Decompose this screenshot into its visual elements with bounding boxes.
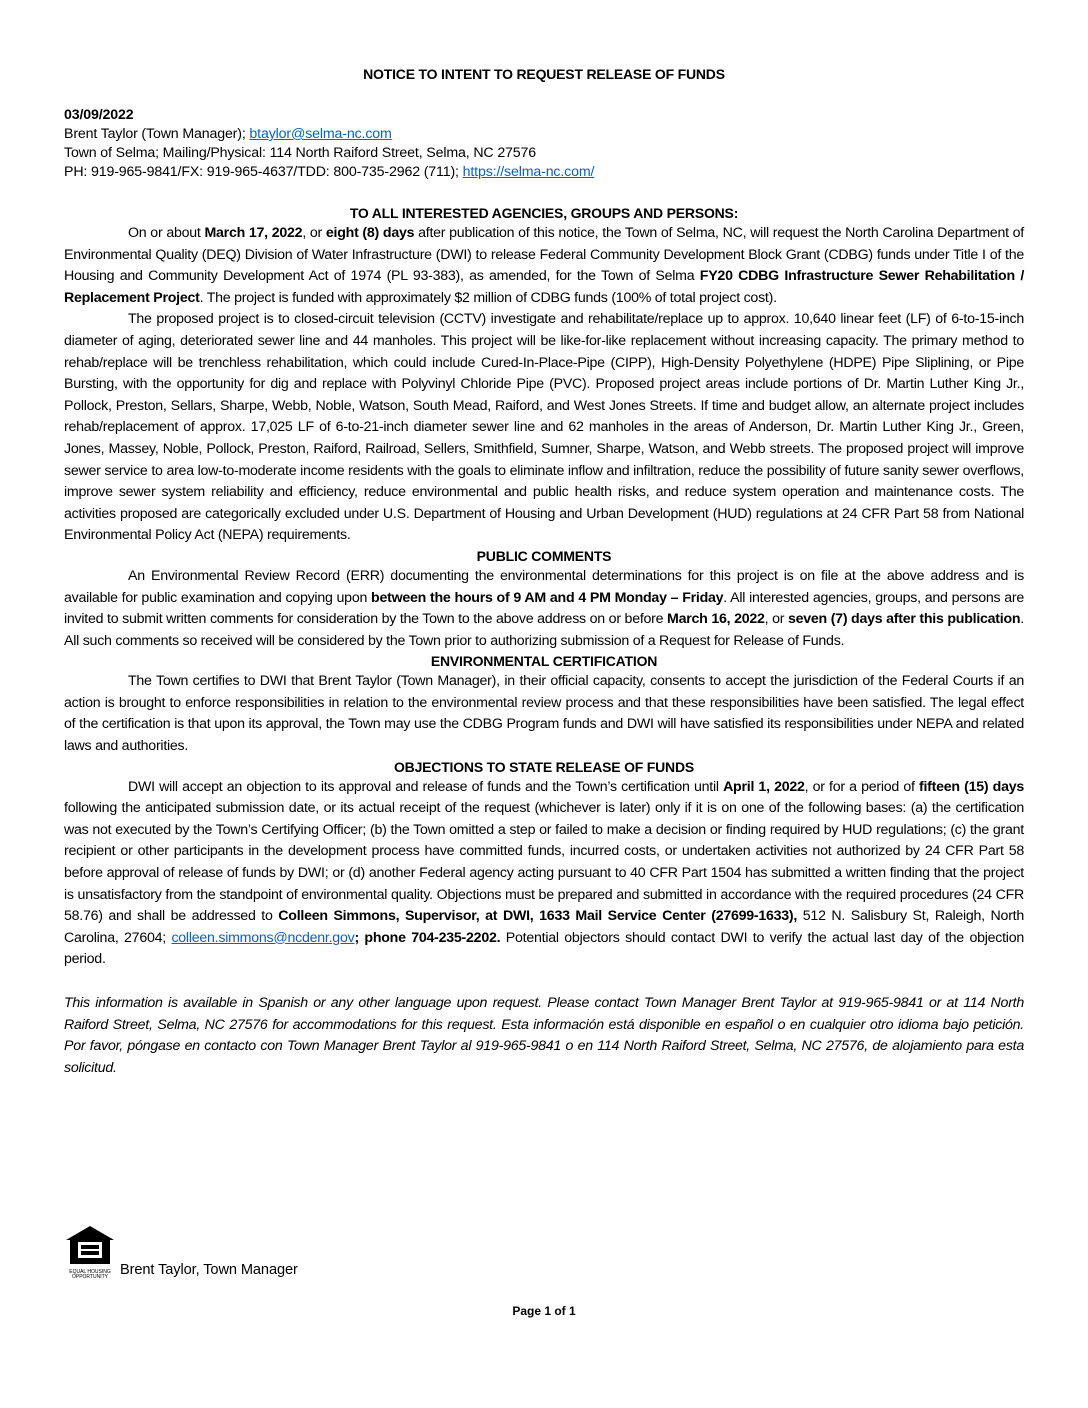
contact-name: Brent Taylor (Town Manager);	[64, 126, 250, 142]
text-run: , or	[764, 611, 788, 628]
signature-name: Brent Taylor, Town Manager	[120, 1262, 298, 1278]
text-run: DWI will accept an objection to its approval and release of funds and the Town’s certification until	[128, 778, 724, 795]
phone-line	[64, 163, 1024, 182]
objection-email-link[interactable]: colleen.simmons@ncdenr.gov	[171, 929, 355, 946]
text-run: . All such comments so received will be considered by the Town prior to authorizing submission of a Request for Release of Funds.	[64, 611, 1024, 649]
paragraph-objections	[64, 777, 1024, 971]
text-run: , or	[302, 225, 326, 241]
paragraph-project-description: The proposed project is to closed-circuit television (CCTV) investigate and rehabilitate/replace up to approx. 10,640 linear feet (LF) of 6-to-15-inch diameter of aging, deteriorated sewer line and 44 manholes. This project will be like-for-like replacement without increasing capacity. The primary method to rehab/replace will be trenchless rehabilitation, which could include Cured-In-Place-Pipe (CIPP), High-Density Polyethylene (HDPE) Pipe Sliplining, or Pipe Bursting, with the opportunity for dig and replace with Polyvinyl Chloride Pipe (PVC). Proposed project areas include portions of Dr. Martin Luther King Jr., Pollock, Preston, Sellars, Sharpe, Webb, Noble, Watson, South Mead, Raiford, and West Jones Streets. If time and budget allow, an alternate project includes rehab/replacement of approx. 17,025 LF of 6-to-21-inch diameter sewer line and 62 manholes in the areas of Anderson, Dr. Martin Luther King Jr., Green, Jones, Massey, Noble, Pollock, Preston, Raiford, Railroad, Sellers, Smithfield, Sumner, Sharpe, Watson, and Webb streets. The proposed project will improve sewer service to area low-to-moderate income residents with the goals to eliminate inflow and infiltration, reduce the possibility of future sanity sewer overflows, improve sewer system reliability and efficiency, reduce environmental and public health risks, and reduce system operation and maintenance costs. The activities proposed are categorically excluded under U.S. Department of Housing and Urban Development (HUD) regulations at 24 CFR Part 58 from National Environmental Policy Act (NEPA) requirements.	[64, 311, 1024, 544]
text-run: On or about	[128, 225, 205, 241]
section-title-interested: TO ALL INTERESTED AGENCIES, GROUPS AND PERSONS:	[349, 205, 739, 221]
equal-housing-logo	[64, 1224, 116, 1278]
text-run: following the anticipated submission date, or its actual receipt of the request (whichever is later) only if it is on one of the following bases: (a) the certification was not executed by the Town’s Certifying Officer; (b) the Town omitted a step or failed to make a decision or finding required by HUD regulations; (c) the grant recipient or other participants in the development process have committed funds, incurred costs, or undertaken activities not authorized by 24 CFR Part 58 before approval of release of funds by DWI; or (d) another Federal agency acting pursuant to 40 CFR Part 1504 has submitted a written finding that the project is unsatisfactory from the standpoint of environmental quality. Objections must be prepared and submitted in accordance with the required procedures (24 CFR 58.76) and shall be addressed to	[64, 800, 1024, 925]
text-run: 512 N. Salisbury St, Raleigh, North Carolina, 27604;	[64, 908, 1025, 946]
notice-date: 03/09/2022	[64, 107, 134, 123]
document-title: NOTICE TO INTENT TO REQUEST RELEASE OF FUNDS	[363, 66, 725, 82]
objection-phone: ; phone 704-235-2202.	[354, 929, 501, 946]
section-title-public-comments: PUBLIC COMMENTS	[476, 547, 612, 564]
text-run: Potential objectors should contact DWI to verify the actual last day of the objection period.	[64, 929, 1024, 968]
contact-line	[64, 125, 1024, 144]
paragraph-request	[64, 223, 1024, 309]
request-date: March 17, 2022	[204, 225, 303, 241]
website-link[interactable]: https://selma-nc.com/	[462, 164, 595, 180]
objection-days: fifteen (15) days	[919, 778, 1024, 795]
text-run: . All interested agencies, groups, and persons are invited to submit written comments for consideration by the Town to the above address on or before	[64, 589, 1025, 628]
section-title-objections: OBJECTIONS TO STATE RELEASE OF FUNDS	[393, 758, 695, 775]
objection-address: Colleen Simmons, Supervisor, at DWI, 1633 Mail Service Center (27699-1633),	[278, 908, 798, 925]
text-run: . The project is funded with approximately $2 million of CDBG funds (100% of total project cost).	[199, 289, 777, 306]
project-name: FY20 CDBG Infrastructure Sewer Rehabilitation / Replacement Project	[64, 268, 1025, 306]
language-notice: This information is available in Spanish or any other language upon request. Please contact Town Manager Brent Taylor at 919-965-9841 or at 114 North Raiford Street, Selma, NC 27576 for accommodations for this request. Esta información está disponible en español o en cualquier otro idioma bajo petición. Por favor, póngase en contacto con Town Manager Brent Taylor al 919-965-9841 o en 114 North Raiford Street, Selma, NC 27576, de alojamiento para esta solicitud.	[64, 995, 1024, 1076]
comment-days: seven (7) days after this publication	[787, 611, 1021, 628]
request-days: eight (8) days	[325, 225, 415, 241]
header-block	[64, 106, 1024, 182]
section-title-environmental: ENVIRONMENTAL CERTIFICATION	[430, 653, 658, 670]
address-line: Town of Selma; Mailing/Physical: 114 North Raiford Street, Selma, NC 27576	[64, 145, 537, 161]
text-run: An Environmental Review Record (ERR) documenting the environmental determinations for this project is on file at the above address and is available for public examination and copying upon	[64, 567, 1024, 606]
page-number: Page 1 of 1	[512, 1304, 576, 1318]
phone-text: PH: 919-965-9841/FX: 919-965-4637/TDD: 800-735-2962 (711);	[64, 164, 463, 180]
paragraph-environmental: The Town certifies to DWI that Brent Taylor (Town Manager), in their official capacity, consents to accept the jurisdiction of the Federal Courts if an action is brought to enforce responsibilities in relation to the environmental review process and that these responsibilities have been satisfied. The legal effect of the certification is that upon its approval, the Town may use the CDBG Program funds and DWI will have satisfied its responsibilities under NEPA and related laws and authorities.	[64, 673, 1024, 755]
comment-deadline: March 16, 2022	[667, 611, 765, 628]
contact-email-link[interactable]: btaylor@selma-nc.com	[249, 126, 392, 142]
text-run: , or for a period of	[804, 778, 919, 795]
signature-block	[64, 1224, 298, 1278]
equal-housing-icon	[64, 1224, 116, 1270]
equal-housing-text: EQUAL HOUSING OPPORTUNITY	[69, 1269, 111, 1280]
paragraph-public-comments	[64, 566, 1024, 652]
text-run: after publication of this notice, the Town of Selma, NC, will request the North Carolina Department of Environmental Quality (DEQ) Division of Water Infrastructure (DWI) to release Federal Community Development Block Grant (CDBG) funds under Title I of the Housing and Community Development Act of 1974 (PL 93-383), as amended, for the Town of Selma	[64, 225, 1024, 285]
review-hours: between the hours of 9 AM and 4 PM Monday – Friday	[371, 589, 724, 606]
objection-deadline: April 1, 2022	[723, 778, 805, 795]
